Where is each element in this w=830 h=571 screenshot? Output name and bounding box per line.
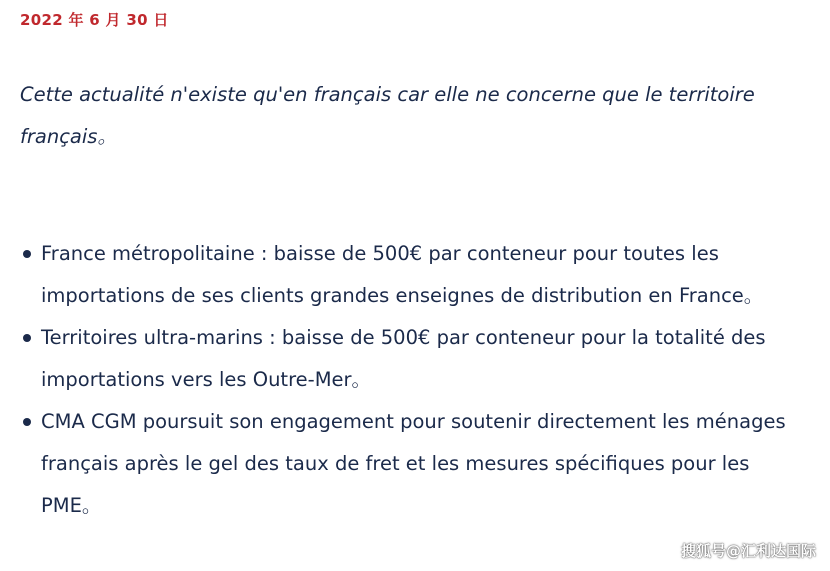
article-date: 2022 年 6 月 30 日 (20, 11, 169, 29)
bullet-dot-icon (23, 334, 31, 342)
list-item (0, 401, 810, 527)
list-item (0, 233, 810, 317)
article-intro: Cette actualité n'existe qu'en français car elle ne concerne que le territoire français。 (20, 83, 755, 148)
bullet-list (0, 233, 810, 527)
bullet-dot-icon (23, 250, 31, 258)
list-item (0, 317, 810, 401)
bullet-text: France métropolitaine : baisse de 500€ par conteneur pour toutes les importations de ses clients grandes enseignes de distribution en France。 (41, 242, 764, 307)
watermark: 搜狐号@汇利达国际 (680, 542, 816, 560)
bullet-dot-icon (23, 418, 31, 426)
bullet-text: CMA CGM poursuit son engagement pour soutenir directement les ménages français après le gel des taux de fret et les mesures spécifiques pour les PME。 (41, 410, 786, 517)
bullet-text: Territoires ultra-marins : baisse de 500€ par conteneur pour la totalité des importations vers les Outre-Mer。 (41, 326, 766, 391)
